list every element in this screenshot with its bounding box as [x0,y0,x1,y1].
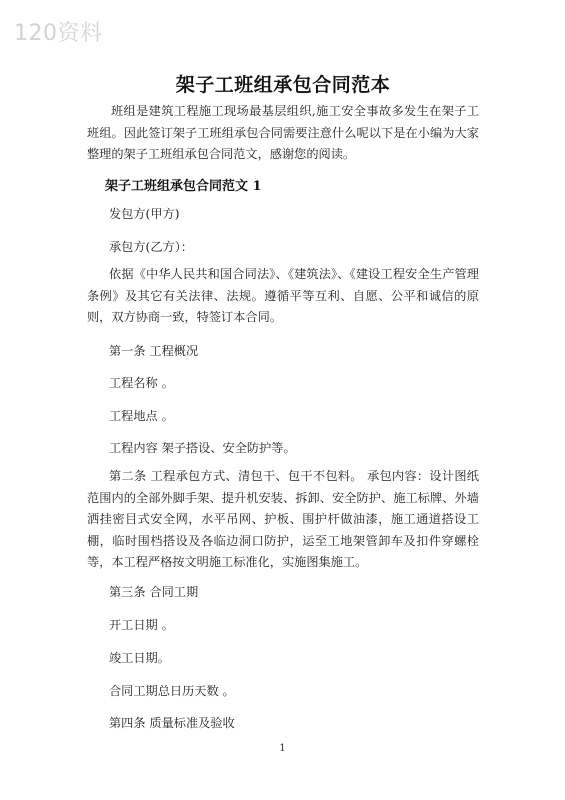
party-a-line: 发包方(甲方) [109,207,180,221]
project-content-line: 工程内容 架子搭设、安全防护等。 [109,441,296,455]
article-1-heading: 第一条 工程概况 [109,344,199,358]
page-title: 架子工班组承包合同范本 [175,74,391,96]
end-date-line: 竣工日期。 [109,651,170,665]
page-number: 1 [279,743,286,754]
intro-paragraph: 班组是建筑工程施工现场最基层组织,施工安全事故多发生在架子工班组。因此签订架子工班组承包合同需要注意什么呢以下是在小编为大家整理的架子工班组承包合同范文，感谢您的阅读。 [87,104,479,161]
party-b-line: 承包方(乙方）： [109,240,193,254]
article-2-paragraph: 第二条 工程承包方式、清包干、包干不包料。 承包内容：设计图纸范围内的全部外脚手架、提升机安装、拆卸、安全防护、施工标牌、外墙洒挂密目式安全网，水平吊网、护板、围护杆做油漆，施工通道搭设工棚，临时围档搭设及各临边洞口防护，运至工地架管卸车及扣件穿螺栓等，本工程严格按文明施工标准化，实施图集施工。 [87,469,479,569]
total-days-line: 合同工期总日历天数 。 [109,684,235,698]
article-4-heading: 第四条 质量标准及验收 [109,716,235,730]
article-3-heading: 第三条 合同工期 [109,585,199,599]
basis-paragraph: 依据《中华人民共和国合同法》、《建筑法》、《建设工程安全生产管理条例》及其它有关法律、法规。遵循平等互利、自愿、公平和诚信的原则，双方协商一致，特签订本合同。 [87,267,479,324]
watermark-logo: 120资料 [14,21,103,46]
project-location-line: 工程地点 。 [109,409,174,423]
start-date-line: 开工日期 。 [109,618,174,632]
project-name-line: 工程名称 。 [109,376,174,390]
section-heading: 架子工班组承包合同范文 1 [105,179,262,194]
